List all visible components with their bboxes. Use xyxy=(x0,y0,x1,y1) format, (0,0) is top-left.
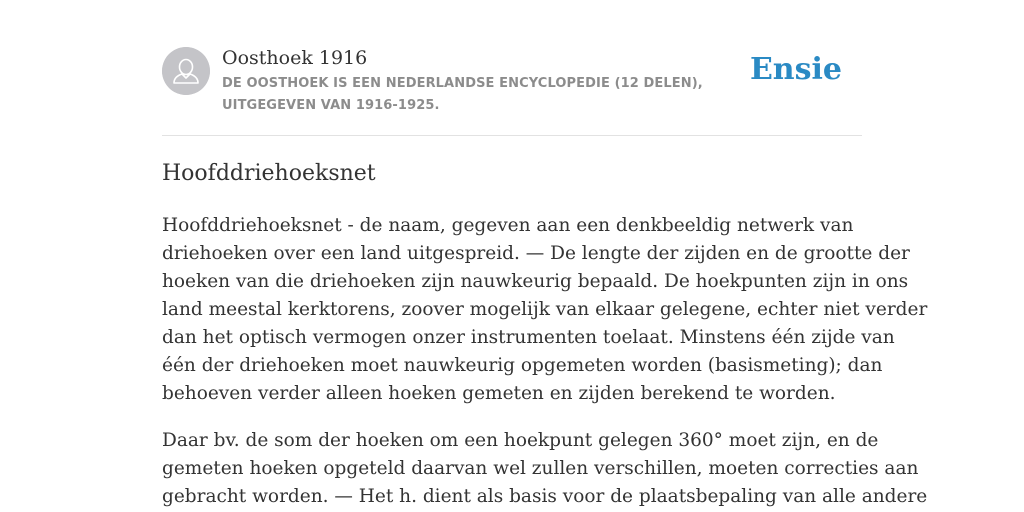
paragraph-line: driehoeken over een land uitgespreid. — De lengte der zijden en de grootte der xyxy=(162,243,910,264)
article-paragraph xyxy=(162,427,928,511)
paragraph-line: dan het optisch vermogen onzer instrumenten toelaat. Minstens één zijde van xyxy=(162,327,895,348)
article-paragraph xyxy=(162,212,928,408)
article-body xyxy=(162,212,928,512)
paragraph-line: gemeten hoeken opgeteld daarvan wel zullen verschillen, moeten correcties aan xyxy=(162,458,919,479)
source-header xyxy=(162,46,862,116)
user-avatar-icon[interactable] xyxy=(162,47,210,95)
header-divider xyxy=(162,135,862,136)
source-title[interactable]: Oosthoek 1916 xyxy=(222,47,368,69)
paragraph-line: één der driehoeken moet nauwkeurig opgemeten worden (basismeting); dan xyxy=(162,355,883,376)
paragraph-line: land meestal kerktorens, zoover mogelijk van elkaar gelegene, echter niet verder xyxy=(162,299,928,320)
paragraph-line: behoeven verder alleen hoeken gemeten en zijden berekend te worden. xyxy=(162,383,836,404)
source-description: DE OOSTHOEK IS EEN NEDERLANDSE ENCYCLOPEDIE (12 DELEN), UITGEGEVEN VAN 1916-1925. xyxy=(222,76,703,113)
paragraph-line: hoeken van die driehoeken zijn nauwkeurig bepaald. De hoekpunten zijn in ons xyxy=(162,271,909,292)
ensie-logo-link[interactable]: Ensie xyxy=(749,52,842,87)
paragraph-line: gebracht worden. — Het h. dient als basis voor de plaatsbepaling van alle andere xyxy=(162,486,928,507)
article-title: Hoofddriehoeksnet xyxy=(162,161,376,186)
paragraph-line: Hoofddriehoeksnet - de naam, gegeven aan een denkbeeldig netwerk van xyxy=(162,215,854,236)
paragraph-line: Daar bv. de som der hoeken om een hoekpunt gelegen 360° moet zijn, en de xyxy=(162,430,879,451)
